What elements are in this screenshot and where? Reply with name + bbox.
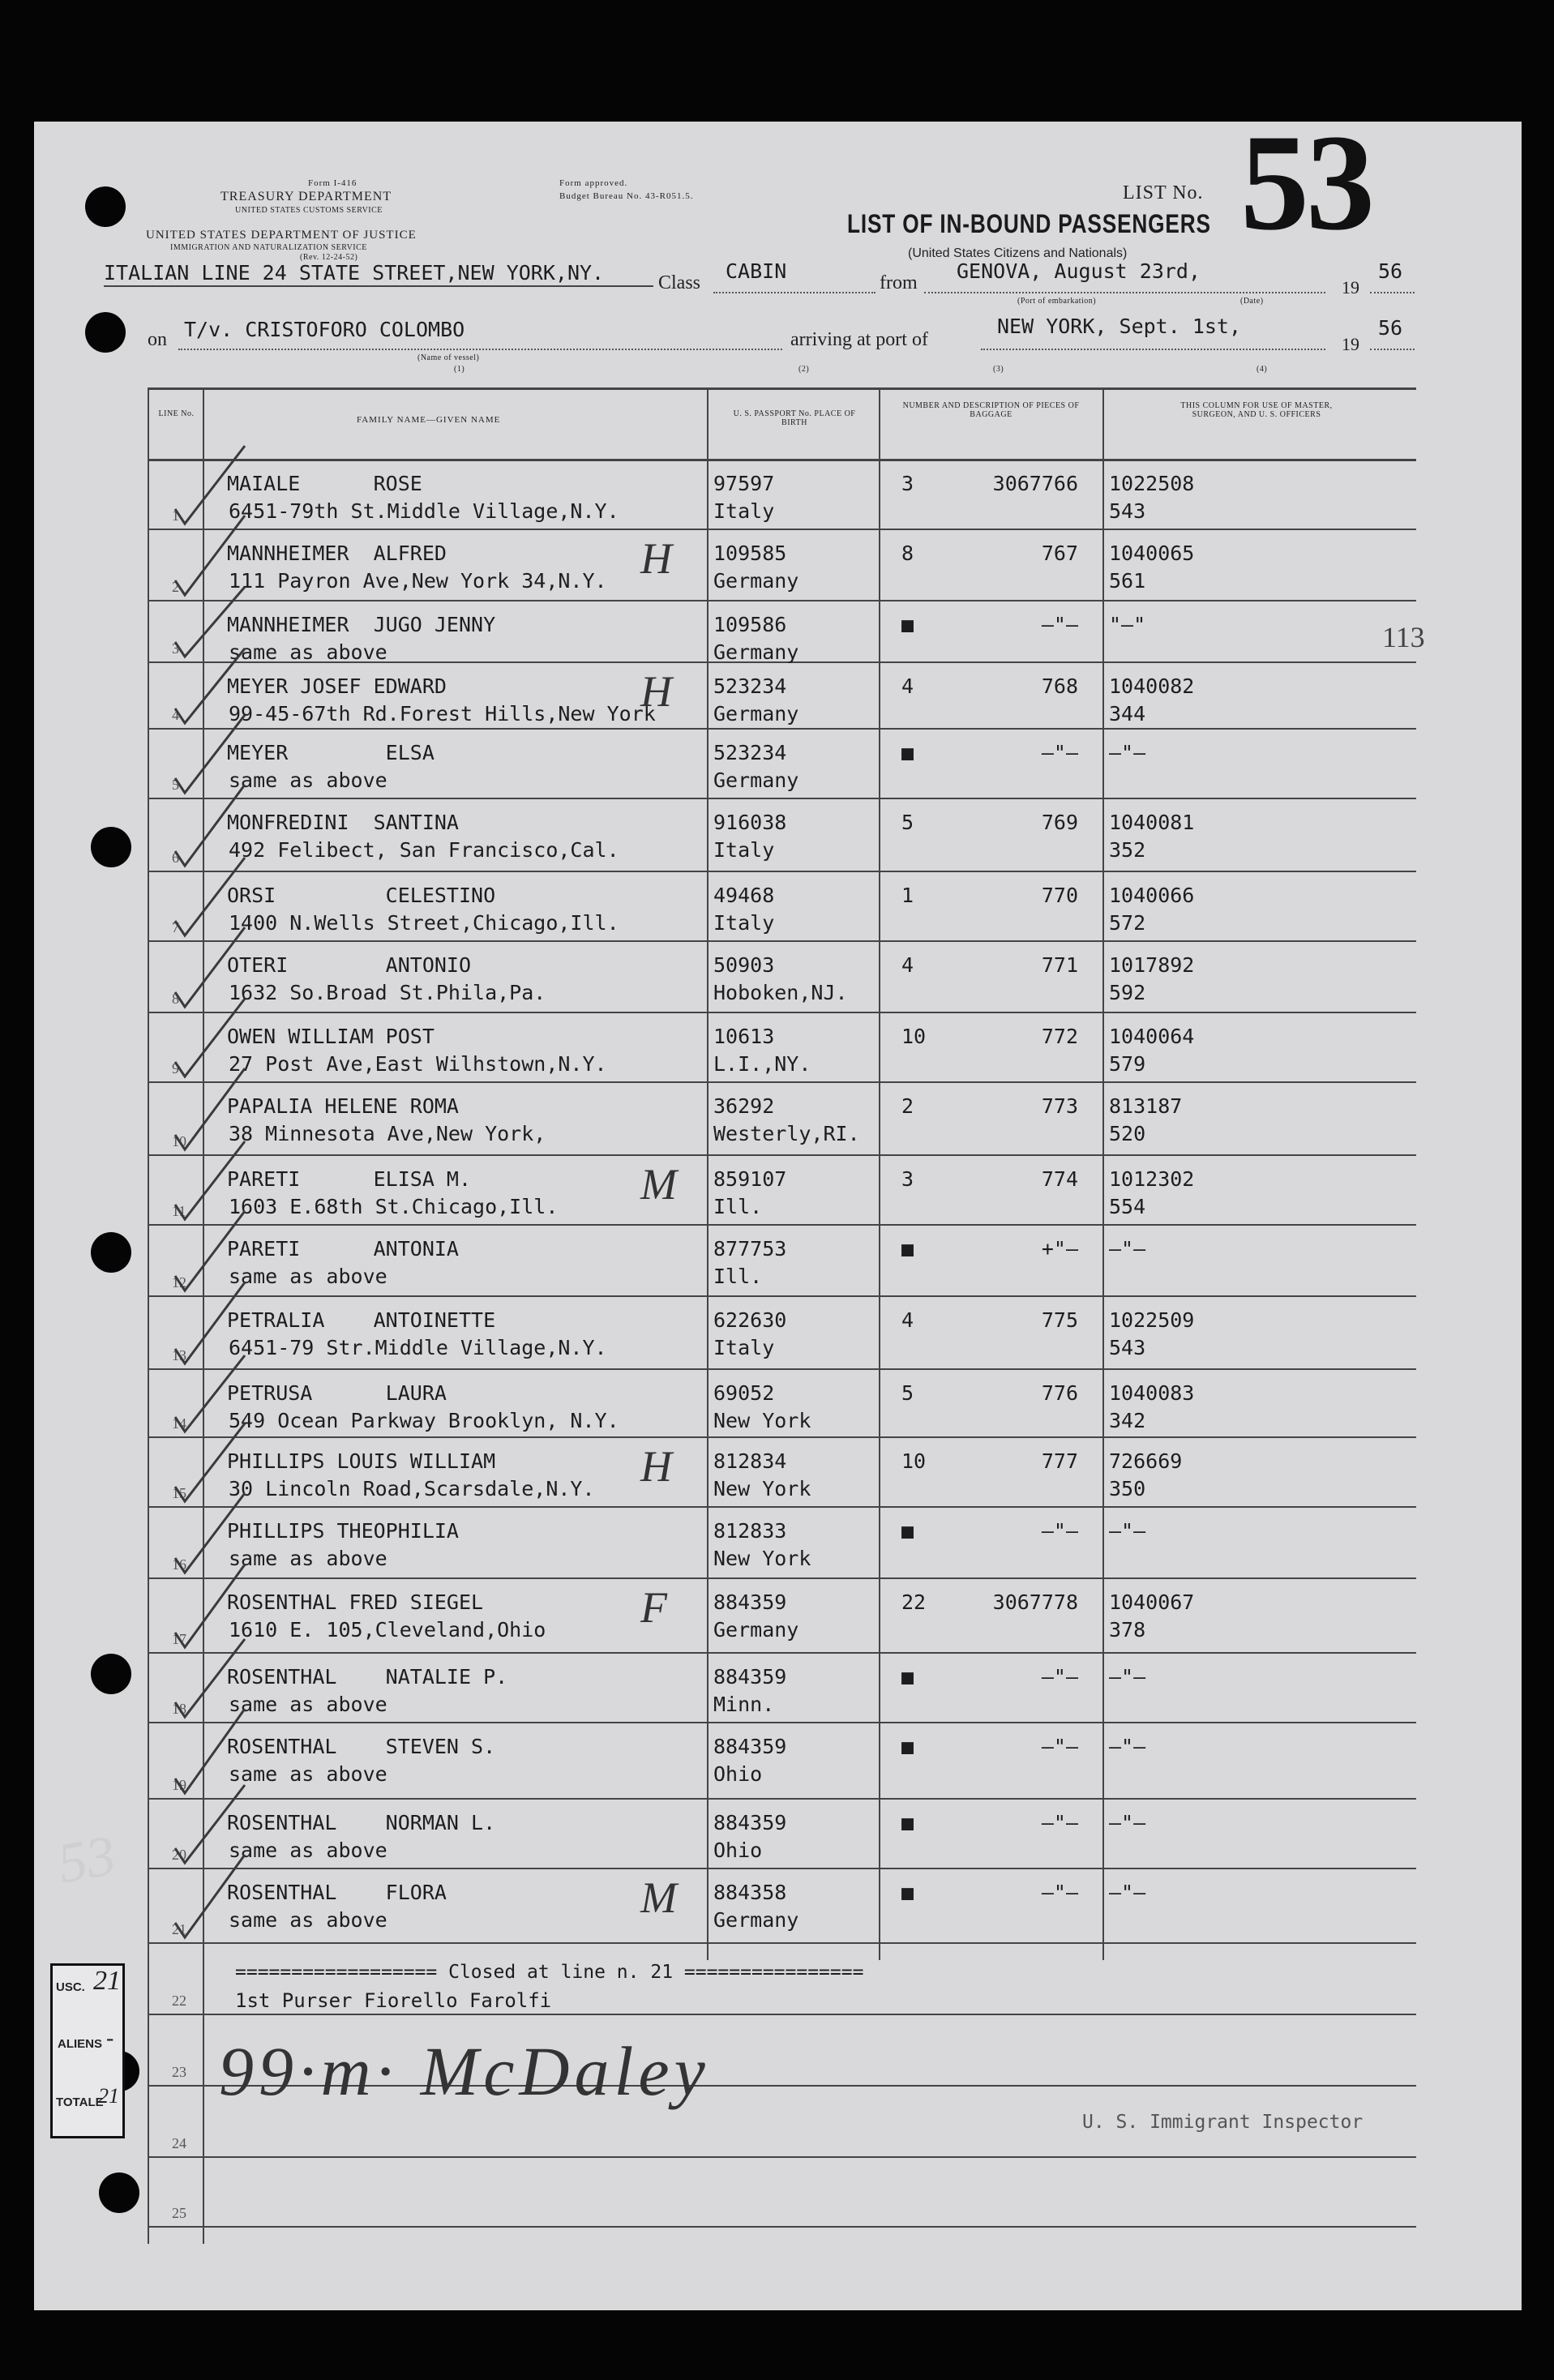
line-number: 16: [172, 1556, 186, 1573]
aliens-label: ALIENS: [58, 2037, 103, 2051]
officer-number: –"–: [1109, 1735, 1146, 1758]
handwritten-mark: M: [640, 1160, 677, 1209]
line-number: 9: [172, 1060, 179, 1077]
line-number: 15: [172, 1485, 186, 1501]
check-mark-icon: [170, 1438, 259, 1508]
check-mark-icon: [170, 1579, 259, 1654]
baggage-pieces: ■: [901, 1881, 914, 1904]
officer-code: 543: [1109, 1336, 1146, 1359]
form-revision: (Rev. 12-24-52): [300, 253, 358, 262]
check-mark-icon: [170, 1508, 259, 1579]
place-of-birth: Italy: [713, 911, 775, 935]
line-number: 8: [172, 991, 179, 1007]
line-number: 5: [172, 777, 179, 793]
baggage-tag: –"–: [1041, 1881, 1078, 1904]
baggage-tag: 771: [1041, 953, 1078, 977]
check-mark-icon: [170, 530, 259, 601]
passport-number: 884358: [713, 1881, 787, 1904]
passenger-name: PARETI ANTONIA: [227, 1237, 459, 1261]
line-number: 4: [172, 707, 179, 723]
passenger-name: ORSI CELESTINO: [227, 884, 496, 907]
check-mark-icon: [170, 1654, 259, 1723]
passport-number: 884359: [713, 1665, 787, 1689]
place-of-birth: Italy: [713, 499, 775, 523]
passenger-name: ROSENTHAL FLORA: [227, 1881, 447, 1904]
officer-number: –"–: [1109, 1811, 1146, 1834]
handwritten-mark: H: [640, 667, 672, 716]
place-of-birth: Germany: [713, 640, 799, 664]
passenger-name: PARETI ELISA M.: [227, 1167, 472, 1191]
baggage-pieces: ■: [901, 741, 914, 764]
officer-code: 378: [1109, 1618, 1146, 1642]
table-row: [0, 872, 1554, 942]
officer-number: –"–: [1109, 1665, 1146, 1689]
embark-caption: (Port of embarkation): [1017, 297, 1097, 306]
officer-number: 1040082: [1109, 674, 1195, 698]
check-mark-icon: [170, 872, 259, 942]
count-box: [50, 1963, 125, 2138]
passenger-address: 99-45-67th Rd.Forest Hills,New York: [229, 702, 656, 726]
officer-number: 1022509: [1109, 1308, 1195, 1332]
embark-port: GENOVA, August 23rd,: [957, 259, 1201, 283]
inspector-caption: U. S. Immigrant Inspector: [1082, 2112, 1363, 2133]
punch-hole: [85, 312, 126, 353]
baggage-pieces: 10: [901, 1449, 927, 1473]
officer-code: 554: [1109, 1195, 1146, 1218]
table-row: [0, 799, 1554, 872]
baggage-tag: –"–: [1041, 1519, 1078, 1543]
table-row: [0, 1083, 1554, 1156]
place-of-birth: Germany: [713, 569, 799, 593]
passenger-name: MEYER ELSA: [227, 741, 435, 764]
baggage-pieces: ■: [901, 1237, 914, 1261]
line-number: 12: [172, 1274, 186, 1291]
passenger-address: same as above: [229, 768, 387, 792]
passport-number: 109585: [713, 541, 787, 565]
col-header-officers: THIS COLUMN FOR USE OF MASTER, SURGEON, AND U. S. OFFICERS: [1180, 401, 1333, 419]
passenger-address: same as above: [229, 1265, 387, 1288]
passport-number: 97597: [713, 472, 775, 495]
baggage-pieces: 10: [901, 1025, 927, 1048]
check-mark-icon: [170, 1156, 259, 1226]
officer-number: 1040067: [1109, 1590, 1195, 1614]
place-of-birth: Ill.: [713, 1265, 763, 1288]
baggage-tag: 769: [1041, 811, 1078, 834]
officer-code: 342: [1109, 1409, 1146, 1432]
table-row: [0, 460, 1554, 530]
check-mark-icon: [170, 1370, 259, 1438]
passenger-address: same as above: [229, 1908, 387, 1932]
col-marker-2: (2): [798, 365, 810, 374]
passport-number: 49468: [713, 884, 775, 907]
officer-code: 350: [1109, 1477, 1146, 1500]
passenger-address: 30 Lincoln Road,Scarsdale,N.Y.: [229, 1477, 595, 1500]
check-mark-icon: [170, 1297, 259, 1370]
col-header-name: FAMILY NAME—GIVEN NAME: [357, 415, 501, 425]
passport-number: 622630: [713, 1308, 787, 1332]
baggage-tag: –"–: [1041, 613, 1078, 636]
baggage-pieces: 8: [901, 541, 914, 565]
baggage-pieces: ■: [901, 613, 914, 636]
officer-number: 726669: [1109, 1449, 1183, 1473]
col-marker-1: (1): [454, 365, 465, 374]
table-row: [0, 730, 1554, 799]
check-mark-icon: [170, 1226, 259, 1297]
passenger-address: same as above: [229, 1693, 387, 1716]
passenger-address: 1610 E. 105,Cleveland,Ohio: [229, 1618, 546, 1642]
arrival-port: NEW YORK, Sept. 1st,: [997, 315, 1242, 338]
list-subtitle: (United States Citizens and Nationals): [908, 246, 1128, 260]
place-of-birth: Ohio: [713, 1762, 763, 1786]
table-row: [0, 1800, 1554, 1869]
line-number: 21: [172, 1921, 186, 1937]
officer-number: 1040083: [1109, 1381, 1195, 1405]
passport-number: 36292: [713, 1094, 775, 1118]
baggage-tag: 3067778: [992, 1590, 1078, 1614]
handwritten-mark: M: [640, 1873, 677, 1922]
baggage-tag: +"–: [1041, 1237, 1078, 1261]
officer-number: 1022508: [1109, 472, 1195, 495]
place-of-birth: Germany: [713, 702, 799, 726]
col-marker-4: (4): [1256, 365, 1268, 374]
line-number: 14: [172, 1415, 186, 1432]
table-row: [0, 1156, 1554, 1226]
closed-line: ================== Closed at line n. 21 ================: [235, 1962, 864, 1983]
line-number: 7: [172, 919, 179, 935]
baggage-pieces: ■: [901, 1735, 914, 1758]
check-mark-icon: [170, 1869, 259, 1944]
officer-code: 520: [1109, 1122, 1146, 1145]
passenger-address: 549 Ocean Parkway Brooklyn, N.Y.: [229, 1409, 619, 1432]
officer-number: "–": [1109, 613, 1146, 636]
year-value: 56: [1378, 259, 1403, 283]
baggage-tag: 777: [1041, 1449, 1078, 1473]
form-number: Form I-416: [308, 178, 357, 188]
baggage-pieces: 4: [901, 1308, 914, 1332]
place-of-birth: New York: [713, 1477, 811, 1500]
passport-number: 812834: [713, 1449, 787, 1473]
line-number: 10: [172, 1133, 186, 1149]
officer-number: 1040066: [1109, 884, 1195, 907]
margin-note-53: 53: [53, 1824, 121, 1896]
check-mark-icon: [170, 942, 259, 1013]
col-header-passport: U. S. PASSPORT No. PLACE OF BIRTH: [733, 409, 856, 427]
officer-number: –"–: [1109, 1881, 1146, 1904]
passenger-name: ROSENTHAL FRED SIEGEL: [227, 1590, 484, 1614]
class-label: Class: [658, 272, 701, 293]
table-row: [0, 1723, 1554, 1800]
shipping-line-underline: [104, 285, 653, 287]
officer-number: 1040081: [1109, 811, 1195, 834]
col-header-line: LINE No.: [158, 409, 195, 418]
passport-number: 50903: [713, 953, 775, 977]
baggage-tag: 768: [1041, 674, 1078, 698]
passport-number: 884359: [713, 1590, 787, 1614]
passenger-name: ROSENTHAL NORMAN L.: [227, 1811, 496, 1834]
baggage-pieces: ■: [901, 1811, 914, 1834]
baggage-tag: 770: [1041, 884, 1078, 907]
passenger-name: MANNHEIMER JUGO JENNY: [227, 613, 496, 636]
baggage-tag: 775: [1041, 1308, 1078, 1332]
arriving-label: arriving at port of: [790, 329, 928, 350]
table-row: [0, 1579, 1554, 1654]
check-mark-icon: [170, 1083, 259, 1156]
line-number: 6: [172, 850, 179, 866]
table-row: [0, 1297, 1554, 1370]
table-row: [0, 1508, 1554, 1579]
passenger-address: 1400 N.Wells Street,Chicago,Ill.: [229, 911, 619, 935]
passenger-address: 111 Payron Ave,New York 34,N.Y.: [229, 569, 607, 593]
check-mark-icon: [170, 1013, 259, 1083]
line-number: 23: [172, 2064, 186, 2080]
budget-bureau: Budget Bureau No. 43-R051.5.: [559, 191, 694, 201]
baggage-tag: –"–: [1041, 1665, 1078, 1689]
baggage-pieces: 4: [901, 953, 914, 977]
table-row: [0, 530, 1554, 601]
passport-number: 884359: [713, 1735, 787, 1758]
row-divider: [148, 2226, 1416, 2228]
aliens-count: -: [106, 2026, 114, 2051]
passenger-name: ROSENTHAL NATALIE P.: [227, 1665, 508, 1689]
date-caption: (Date): [1240, 297, 1264, 306]
arrival-line: [981, 349, 1325, 350]
treasury-dept: TREASURY DEPARTMENT: [220, 190, 392, 203]
check-mark-icon: [170, 663, 259, 730]
passenger-name: PHILLIPS LOUIS WILLIAM: [227, 1449, 496, 1473]
check-mark-icon: [170, 730, 259, 799]
baggage-tag: –"–: [1041, 1811, 1078, 1834]
year-line-2: [1370, 349, 1415, 350]
line-number: 24: [172, 2135, 186, 2151]
baggage-pieces: 4: [901, 674, 914, 698]
passport-number: 812833: [713, 1519, 787, 1543]
baggage-pieces: 3: [901, 1167, 914, 1191]
place-of-birth: Minn.: [713, 1693, 775, 1716]
line-number: 22: [172, 1993, 186, 2009]
usc-label: USC.: [56, 1980, 85, 1994]
year-line: [1370, 292, 1415, 293]
baggage-pieces: 3: [901, 472, 914, 495]
on-label: on: [148, 329, 167, 350]
passenger-address: 27 Post Ave,East Wilhstown,N.Y.: [229, 1052, 607, 1076]
officer-code: 579: [1109, 1052, 1146, 1076]
passenger-name: PAPALIA HELENE ROMA: [227, 1094, 459, 1118]
col-header-baggage: NUMBER AND DESCRIPTION OF PIECES OF BAGGAGE: [902, 401, 1080, 419]
table-row: [0, 1869, 1554, 1944]
baggage-tag: –"–: [1041, 741, 1078, 764]
totale-count: 21: [98, 2084, 119, 2108]
officer-code: 352: [1109, 838, 1146, 862]
check-mark-icon: [170, 1723, 259, 1800]
line-number: 20: [172, 1847, 186, 1863]
place-of-birth: New York: [713, 1547, 811, 1570]
usc-count: 21: [93, 1966, 121, 1996]
class-value: CABIN: [726, 259, 787, 283]
baggage-tag: 773: [1041, 1094, 1078, 1118]
place-of-birth: Hoboken,NJ.: [713, 981, 848, 1004]
justice-dept: UNITED STATES DEPARTMENT OF JUSTICE: [146, 229, 417, 242]
passport-number: 916038: [713, 811, 787, 834]
passenger-address: same as above: [229, 1547, 387, 1570]
table-row: [0, 1654, 1554, 1723]
officer-number: 1040065: [1109, 541, 1195, 565]
passport-number: 523234: [713, 674, 787, 698]
baggage-tag: 767: [1041, 541, 1078, 565]
line-number: 17: [172, 1631, 186, 1647]
passport-number: 69052: [713, 1381, 775, 1405]
passport-number: 859107: [713, 1167, 787, 1191]
shipping-line: ITALIAN LINE 24 STATE STREET,NEW YORK,NY.: [104, 261, 605, 285]
passenger-address: same as above: [229, 1762, 387, 1786]
line-number: 11: [172, 1203, 186, 1219]
from-line: [924, 292, 1325, 293]
passenger-address: 38 Minnesota Ave,New York,: [229, 1122, 546, 1145]
purser-line: 1st Purser Fiorello Farolfi: [235, 1989, 552, 2012]
passenger-address: 1632 So.Broad St.Phila,Pa.: [229, 981, 546, 1004]
form-approved: Form approved.: [559, 178, 628, 188]
vessel-name: T/v. CRISTOFORO COLOMBO: [184, 318, 465, 341]
year-label-2: 19: [1342, 334, 1359, 354]
margin-note-113: 113: [1382, 621, 1425, 653]
immigration-service: IMMIGRATION AND NATURALIZATION SERVICE: [170, 243, 367, 252]
officer-code: 543: [1109, 499, 1146, 523]
year-value-2: 56: [1378, 316, 1403, 340]
officer-number: –"–: [1109, 1237, 1146, 1261]
list-no-label: LIST No.: [1123, 182, 1204, 203]
line-number: 3: [172, 640, 179, 657]
table-row: [0, 1226, 1554, 1297]
place-of-birth: Germany: [713, 1618, 799, 1642]
passenger-name: OTERI ANTONIO: [227, 953, 472, 977]
passenger-name: MEYER JOSEF EDWARD: [227, 674, 447, 698]
table-row: [0, 942, 1554, 1013]
baggage-pieces: ■: [901, 1519, 914, 1543]
baggage-tag: 774: [1041, 1167, 1078, 1191]
check-mark-icon: [170, 799, 259, 872]
passenger-address: 1603 E.68th St.Chicago,Ill.: [229, 1195, 559, 1218]
passport-number: 884359: [713, 1811, 787, 1834]
line-number: 25: [172, 2205, 186, 2221]
baggage-pieces: 5: [901, 1381, 914, 1405]
passport-number: 109586: [713, 613, 787, 636]
baggage-pieces: 2: [901, 1094, 914, 1118]
place-of-birth: Italy: [713, 838, 775, 862]
place-of-birth: L.I.,NY.: [713, 1052, 811, 1076]
officer-code: 561: [1109, 569, 1146, 593]
passport-number: 10613: [713, 1025, 775, 1048]
passenger-name: MAIALE ROSE: [227, 472, 422, 495]
check-mark-icon: [170, 601, 259, 663]
baggage-pieces: 22: [901, 1590, 927, 1614]
baggage-pieces: 5: [901, 811, 914, 834]
passenger-address: 6451-79th St.Middle Village,N.Y.: [229, 499, 619, 523]
passenger-address: 6451-79 Str.Middle Village,N.Y.: [229, 1336, 607, 1359]
officer-code: 344: [1109, 702, 1146, 726]
list-title: LIST OF IN-BOUND PASSENGERS: [847, 209, 1211, 238]
handwritten-mark: H: [640, 534, 672, 583]
passenger-name: MANNHEIMER ALFRED: [227, 541, 447, 565]
officer-code: 592: [1109, 981, 1146, 1004]
passport-number: 523234: [713, 741, 787, 764]
officer-number: 1040064: [1109, 1025, 1195, 1048]
place-of-birth: Germany: [713, 768, 799, 792]
punch-hole: [85, 186, 126, 227]
list-number: 53: [1240, 106, 1372, 259]
baggage-pieces: ■: [901, 1665, 914, 1689]
col-marker-3: (3): [993, 365, 1004, 374]
passenger-name: PETRUSA LAURA: [227, 1381, 447, 1405]
officer-number: 1012302: [1109, 1167, 1195, 1191]
table-row: [0, 2158, 1554, 2228]
passenger-name: MONFREDINI SANTINA: [227, 811, 459, 834]
table-row: [0, 1370, 1554, 1438]
baggage-tag: 3067766: [992, 472, 1078, 495]
passport-number: 877753: [713, 1237, 787, 1261]
baggage-tag: 772: [1041, 1025, 1078, 1048]
passenger-address: same as above: [229, 1839, 387, 1862]
place-of-birth: Italy: [713, 1336, 775, 1359]
passenger-address: 492 Felibect, San Francisco,Cal.: [229, 838, 619, 862]
line-number: 2: [172, 579, 179, 595]
place-of-birth: New York: [713, 1409, 811, 1432]
class-line: [713, 292, 875, 293]
place-of-birth: Germany: [713, 1908, 799, 1932]
check-mark-icon: [170, 460, 259, 530]
passenger-name: PETRALIA ANTOINETTE: [227, 1308, 496, 1332]
passenger-address: same as above: [229, 640, 387, 664]
year-label: 19: [1342, 277, 1359, 298]
officer-number: 1017892: [1109, 953, 1195, 977]
baggage-pieces: 1: [901, 884, 914, 907]
customs-service: UNITED STATES CUSTOMS SERVICE: [235, 206, 383, 215]
baggage-tag: 776: [1041, 1381, 1078, 1405]
line-number: 19: [172, 1777, 186, 1793]
passenger-name: ROSENTHAL STEVEN S.: [227, 1735, 496, 1758]
handwritten-mark: F: [640, 1583, 667, 1632]
table-row: [0, 1438, 1554, 1508]
officer-number: –"–: [1109, 741, 1146, 764]
handwritten-mark: H: [640, 1442, 672, 1491]
vessel-line: [178, 349, 782, 350]
inspector-signature: 99·m· McDaley: [219, 2032, 710, 2110]
line-number: 1: [172, 507, 179, 524]
officer-number: 813187: [1109, 1094, 1183, 1118]
check-mark-icon: [170, 1800, 259, 1869]
place-of-birth: Westerly,RI.: [713, 1122, 860, 1145]
table-row: [0, 601, 1554, 663]
officer-number: –"–: [1109, 1519, 1146, 1543]
line-number: 13: [172, 1347, 186, 1363]
table-row: [0, 1013, 1554, 1083]
table-top-border: [148, 387, 1416, 390]
totale-label: TOTALE: [56, 2095, 104, 2109]
line-number: 18: [172, 1701, 186, 1717]
passenger-name: PHILLIPS THEOPHILIA: [227, 1519, 459, 1543]
officer-code: 572: [1109, 911, 1146, 935]
place-of-birth: Ohio: [713, 1839, 763, 1862]
from-label: from: [880, 272, 918, 293]
table-row: [0, 663, 1554, 730]
passenger-name: OWEN WILLIAM POST: [227, 1025, 435, 1048]
place-of-birth: Ill.: [713, 1195, 763, 1218]
baggage-tag: –"–: [1041, 1735, 1078, 1758]
vessel-caption: (Name of vessel): [417, 353, 480, 362]
